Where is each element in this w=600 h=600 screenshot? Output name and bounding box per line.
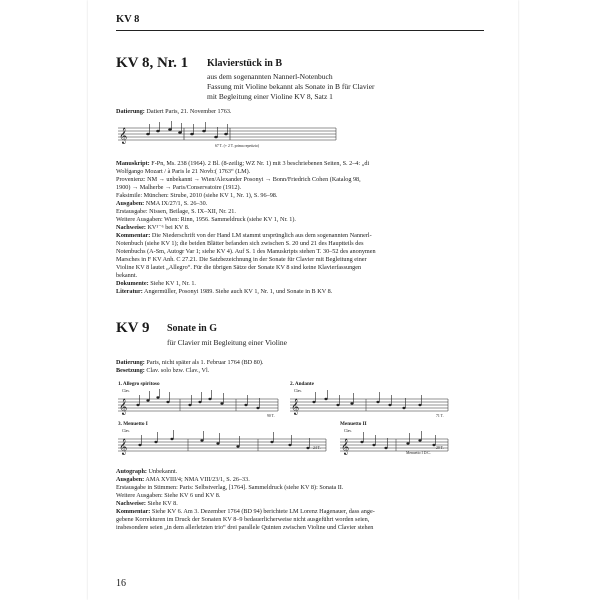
kv8-title: Klavierstück in B (207, 58, 283, 69)
kv8-line-16: Literatur: Angermüller, Posonyi 1989. Siehe auch KV 1, Nr. 1, und Sonate in B KV 8. (116, 288, 333, 295)
kv8-line-14: bekannt. (116, 272, 138, 279)
mvt4-dc: Menuetto I D.C. (406, 451, 431, 455)
kv9-besetzung: Besetzung: Clav. solo bzw. Clav., Vl. (116, 367, 210, 374)
kv8-subtitle-1: aus dem sogenannten Nannerl-Notenbuch (207, 72, 333, 81)
kv9-line-0: Autograph: Unbekannt. (116, 468, 178, 475)
kv8-line-10: Notenbuch (siehe KV 1); die beiden Blätter befanden sich zwischen S. 20 und 21 des Hauptteils des (116, 240, 364, 247)
mvt3-incipit (118, 429, 328, 459)
kv8-number: KV 8, Nr. 1 (116, 55, 189, 71)
svg-text:𝄞: 𝄞 (119, 129, 128, 144)
mvt4-incipit (340, 429, 450, 459)
mvt3-staff-label: Clav. (122, 429, 130, 433)
mvt1-label: 1. Allegro spiritoso (118, 381, 160, 387)
kv8-line-3: 1900) → Malherbe → Paris/Conservatoire (1912). (116, 184, 242, 191)
kv9-line-1: Ausgaben: AMA XVIII/4; NMA VIII/23/1, S. 26–33. (116, 476, 250, 483)
kv8-line-5: Ausgaben: NMA IX/27/1, S. 26–30. (116, 200, 208, 207)
svg-text:𝄞: 𝄞 (291, 400, 300, 415)
mvt2-label: 2. Andante (290, 381, 314, 387)
kv8-subtitle-3: mit Begleitung einer Violine KV 8, Satz 1 (207, 92, 333, 101)
kv8-line-6: Erstausgabe: Nissen, Beilage, S. IX–XII, Nr. 21. (116, 208, 236, 215)
mvt4-bars: 20 T. (436, 446, 444, 450)
kv8-line-8: Nachweise: KV¹⁻⁶ bei KV 8. (116, 224, 190, 231)
kv9-line-4: Nachweise: Siehe KV 8. (116, 500, 178, 507)
kv8-line-12: Marsches in F KV Anh. C 27.21. Die Satzbezeichnung in der Sonate für Clavier mit Begleitung einer (116, 256, 367, 263)
header-rule (116, 30, 484, 31)
kv8-line-4: Faksimile: München: Strube, 2010 (siehe KV 1, Nr. 1), S. 96–98. (116, 192, 278, 199)
kv8-line-0: Manuskript: F-Pn, Ms. 238 (1964). 2 Bl. (8-zeilig; WZ Nr. 1) mit 3 beschriebenen Seiten, S. 2–4: „di (116, 160, 370, 167)
kv8-incipit-bars: 67 T. (+ 2 T. prima repetizio) (215, 144, 260, 148)
svg-text:𝄞: 𝄞 (341, 440, 350, 455)
running-header: KV 8 (116, 14, 140, 25)
page-number: 16 (116, 578, 126, 589)
mvt1-staff-label: Clav. (122, 389, 130, 393)
mvt3-label: 3. Menuetto I (118, 421, 148, 427)
kv8-line-1: Wolfgango Mozart / à Paris le 21 Novb:( 1763“ (LM). (116, 168, 251, 175)
svg-text:𝄞: 𝄞 (119, 440, 128, 455)
kv9-line-5: Kommentar: Siehe KV 6. Am 3. Dezember 1764 (BD 94) berichtete LM Lorenz Hagenauer, dass ange- (116, 508, 375, 515)
mvt4-label: Menuetto II (340, 421, 367, 427)
datierung-text: Datiert Paris, 21. November 1763. (146, 108, 232, 115)
svg-text:𝄞: 𝄞 (119, 400, 128, 415)
kv8-datierung (116, 108, 231, 116)
kv8-subtitle-2: Fassung mit Violine bekannt als Sonate in B für Clavier (207, 82, 375, 91)
kv9-line-6: gebene Korrekturen im Druck der Sonaten KV 8–9 bedauerlicherweise nicht ausgeführt worden seien, (116, 516, 370, 523)
kv9-number: KV 9 (116, 320, 150, 336)
datierung-label: Datierung: (116, 108, 145, 115)
kv9-subtitle: für Clavier mit Begleitung einer Violine (167, 338, 288, 347)
kv8-line-7: Weitere Ausgaben: Wien: Rinn, 1956. Sammeldruck (siehe KV 1, Nr. 1). (116, 216, 296, 223)
kv9-title: Sonate in G (167, 323, 218, 334)
kv8-line-11: Notenbuchs (A-Sm, Autogr Var 1; siehe KV 4). Auf S. 1 des Manuskripts stehen T. 30–52 des anonymen (116, 248, 376, 255)
kv9-datierung: Datierung: Paris, nicht später als 1. Februar 1764 (BD 80). (116, 359, 264, 366)
kv8-line-9: Kommentar: Die Niederschrift von der Hand LM stammt ursprünglich aus dem sogenannten Nannerl- (116, 232, 372, 239)
mvt2-incipit (290, 389, 450, 419)
mvt2-bars: 71 T. (436, 414, 444, 418)
mvt1-incipit (118, 389, 280, 419)
mvt4-staff-label: Clav. (344, 429, 352, 433)
kv9-line-3: Weitere Ausgaben: Siehe KV 6 und KV 8. (116, 492, 221, 499)
mvt1-bars: 90 T. (267, 414, 275, 418)
kv8-line-13: Violine KV 8 lautet „Allegro“. Für die übrigen Sätze der Sonate KV 8 sind keine Klavierfassungen (116, 264, 362, 271)
kv8-line-2: Provenienz: NM → unbekannt → Wien/Alexander Posonyi → Bonn/Friedrich Cohen (Katalog 98, (116, 176, 361, 183)
kv8-line-15: Dokumente: Siehe KV 1, Nr. 1. (116, 280, 196, 287)
mvt3-bars: 24 T. (313, 446, 321, 450)
mvt2-staff-label: Clav. (294, 389, 302, 393)
kv9-line-2: Erstausgabe in Stimmen: Paris: Selbstverlag, [1764]. Sammeldruck (siehe KV 8): Sonata II. (116, 484, 344, 491)
kv9-line-7: insbesondere seien „in dem allerletzten trio“ drei parallele Quinten zwischen Violine und Clavier stehen (116, 524, 374, 531)
